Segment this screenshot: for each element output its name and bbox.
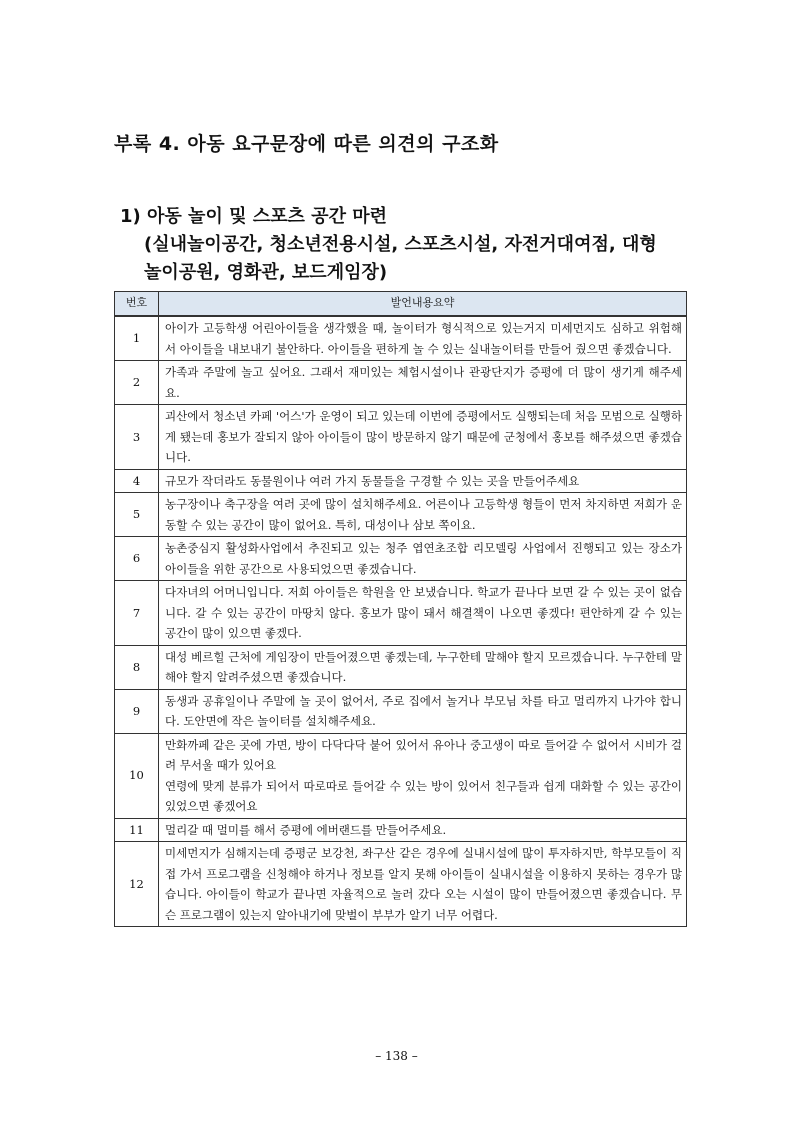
summary-text: 규모가 작더라도 동물원이나 여러 가지 동물들을 구경할 수 있는 곳을 만들어주세요 [165,473,580,488]
row-number: 6 [115,537,159,581]
row-number: 4 [115,469,159,493]
opinion-table [114,291,687,927]
table-row [115,469,687,493]
row-number: 10 [115,733,159,818]
row-number: 8 [115,645,159,689]
row-summary [159,581,687,646]
table-row [115,733,687,818]
row-summary [159,361,687,405]
summary-text: 농구장이나 축구장을 여러 곳에 많이 설치해주세요. 어른이나 고등학생 형들이 먼저 차지하면 저희가 운동할 수 있는 공간이 많이 없어요. 특히, 대성이나 삼보 쪽이요. [165,497,682,532]
table-row [115,689,687,733]
table-row [115,361,687,405]
row-number: 9 [115,689,159,733]
table-body [115,316,687,927]
page-number: – 138 – [375,1049,418,1063]
summary-text: 미세먼지가 심해지는데 증평군 보강천, 좌구산 같은 경우에 실내시설에 많이 투자하지만, 학부모들이 직접 가서 프로그램을 신청해야 하거나 정보를 알지 못해 아이들이 실내시설을 이용하지 못하는 경우가 많습니다. 아이들이 학교가 끝나면 자율적으로 놀러 갔다 오는 시설이 많이 만들어졌으면 좋겠습니다. 무슨 프로그램이 있는지 알아내기에 맞벌이 부부가 알기 너무 어렵다. [165,846,682,922]
summary-text: 다자녀의 어머니입니다. 저희 아이들은 학원을 안 보냈습니다. 학교가 끝나다 보면 갈 수 있는 곳이 없습니다. 갈 수 있는 공간이 마땅치 않다. 홍보가 많이 돼서 해결책이 나오면 좋겠다! 편안하게 갈 수 있는 공간이 많이 있으면 좋겠다. [165,585,682,640]
table-row [115,537,687,581]
row-number: 12 [115,842,159,927]
row-summary [159,645,687,689]
row-summary [159,537,687,581]
row-summary [159,316,687,361]
section-heading-line-3: 놀이공원, 영화관, 보드게임장) [144,262,388,283]
summary-text: 아이가 고등학생 어린아이들을 생각했을 때, 놀이터가 형식적으로 있는거지 미세먼지도 심하고 위험해서 아이들을 내보내기 불안하다. 아이들을 편하게 놀 수 있는 실내놀이터를 만들어 줬으면 좋겠습니다. [165,321,682,356]
table-row [115,581,687,646]
table-row [115,645,687,689]
row-summary [159,469,687,493]
row-summary [159,689,687,733]
section-heading-line-1: 1) 아동 놀이 및 스포츠 공간 마련 [120,206,388,227]
header-summary: 발언내용요약 [159,292,687,317]
table-row [115,493,687,537]
table-row [115,405,687,470]
table-header-row [115,292,687,317]
header-number: 번호 [115,292,159,317]
section-heading-line-2: (실내놀이공간, 청소년전용시설, 스포츠시설, 자전거대여점, 대형 [144,234,657,255]
table-row [115,818,687,842]
summary-text: 연령에 맞게 분류가 되어서 따로따로 들어갈 수 있는 방이 있어서 친구들과 쉽게 대화할 수 있는 공간이 있었으면 좋겠어요 [165,778,682,813]
row-summary [159,733,687,818]
row-number: 7 [115,581,159,646]
row-number: 11 [115,818,159,842]
row-summary [159,818,687,842]
row-number: 1 [115,316,159,361]
summary-text: 괴산에서 청소년 카페 '어스'가 운영이 되고 있는데 이번에 증평에서도 실행되는데 처음 모범으로 실행하게 됐는데 홍보가 잘되지 않아 아이들이 많이 방문하지 않기 때문에 군청에서 홍보를 해주셨으면 좋겠습니다. [165,409,682,464]
row-summary [159,405,687,470]
row-number: 5 [115,493,159,537]
row-summary [159,842,687,927]
row-number: 2 [115,361,159,405]
summary-text: 동생과 공휴일이나 주말에 놀 곳이 없어서, 주로 집에서 놀거나 부모님 차를 타고 멀리까지 나가야 합니다. 도안면에 작은 놀이터를 설치해주세요. [165,693,682,728]
table-row [115,316,687,361]
summary-text: 멀리갈 때 멀미를 해서 증평에 에버랜드를 만들어주세요. [165,822,447,837]
summary-text: 대성 베르힐 근처에 게임장이 만들어졌으면 좋겠는데, 누구한테 말해야 할지 모르겠습니다. 누구한테 말해야 할지 알려주셨으면 좋겠습니다. [165,649,682,684]
appendix-title: 부록 4. 아동 요구문장에 따른 의견의 구조화 [114,133,499,155]
summary-text: 농촌중심지 활성화사업에서 추진되고 있는 청주 엽연초조합 리모델링 사업에서 진행되고 있는 장소가 아이들을 위한 공간으로 사용되었으면 좋겠습니다. [165,541,682,576]
summary-text: 만화까페 같은 곳에 가면, 방이 다닥다닥 붙어 있어서 유아나 중고생이 따로 들어갈 수 없어서 시비가 걸려 무서울 때가 있어요 [165,737,682,772]
section-heading [120,203,680,287]
row-number: 3 [115,405,159,470]
row-summary [159,493,687,537]
summary-text: 가족과 주말에 놀고 싶어요. 그래서 재미있는 체험시설이나 관광단지가 증평에 더 많이 생기게 해주세요. [165,365,682,400]
table-row [115,842,687,927]
